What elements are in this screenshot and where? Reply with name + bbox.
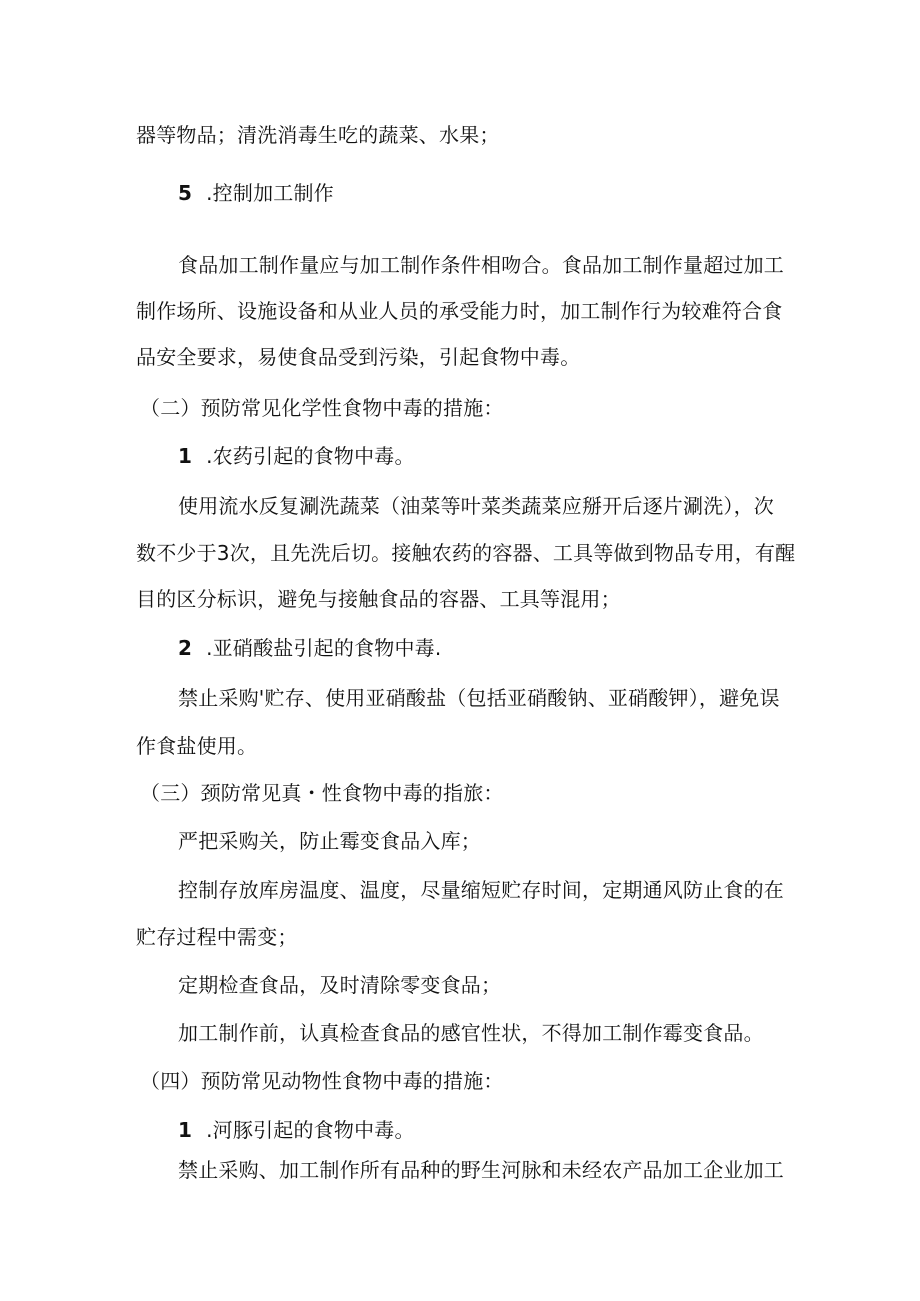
text-line: 作食盐使用。 xyxy=(136,734,258,758)
text-line: 严把采购关，防止霉变食品入库； xyxy=(178,829,481,853)
numbered-heading xyxy=(178,442,415,470)
heading-number: 5 xyxy=(178,181,193,205)
text-line: 器等物品；清洗消毒生吃的蔬菜、水果； xyxy=(136,123,500,147)
section-heading: （二）预防常见化学性食物中毒的措施： xyxy=(140,396,504,420)
text-line: 禁止采购'贮存、使用亚硝酸盐（包括亚硝酸钠、亚硝酸钾），避免误 xyxy=(178,686,780,710)
heading-number: 1 xyxy=(178,444,193,468)
section-heading: （三）颈防常见真・性食物中毒的指旅： xyxy=(140,781,504,805)
text-line: 品安全要求，易使食品受到污染，引起食物中毒。 xyxy=(136,345,581,369)
heading-number: 1 xyxy=(178,1118,193,1142)
heading-text: .河豚引起的食物中毒。 xyxy=(206,1118,415,1142)
text-line: 贮存过程中需变； xyxy=(136,925,298,949)
text-line: 禁止采购、加工制作所有品种的野生河脉和未经农产品加工企业加工 xyxy=(178,1158,784,1182)
heading-text: .农药引起的食物中毒。 xyxy=(206,444,415,468)
numbered-heading xyxy=(178,179,334,207)
heading-number: 2 xyxy=(178,636,193,660)
numbered-heading xyxy=(178,1116,415,1144)
text-line: 加工制作前，认真检查食品的感官性状，不得加工制作霉变食品。 xyxy=(178,1021,764,1045)
text-line: 目的区分标识，避免与接触食品的容器、工具等混用； xyxy=(136,587,621,611)
heading-text: .控制加工制作 xyxy=(206,181,334,205)
text-line: 使用流水反复涮洗蔬菜（油菜等叶菜类蔬菜应掰开后逐片涮洗），次 xyxy=(178,494,774,518)
text-line: 控制存放库房温度、温度，尽量缩短贮存时间，定期通风防止食的在 xyxy=(178,878,784,902)
section-heading: （四）预防常见动物性食物中毒的措施： xyxy=(140,1069,504,1093)
text-line: 制作场所、设施设备和从业人员的承受能力时，加工制作行为较难符合食 xyxy=(136,299,783,323)
numbered-heading xyxy=(178,634,441,662)
text-line: 食品加工制作量应与加工制作条件相吻合。食品加工制作量超过加工 xyxy=(178,253,784,277)
text-line: 数不少于3次，且先洗后切。接触农药的容器、工具等做到物品专用，有醒 xyxy=(136,541,796,565)
text-line: 定期检查食品，及时清除零变食品； xyxy=(178,973,502,997)
heading-text: .亚硝酸盐引起的食物中毒. xyxy=(206,636,442,660)
